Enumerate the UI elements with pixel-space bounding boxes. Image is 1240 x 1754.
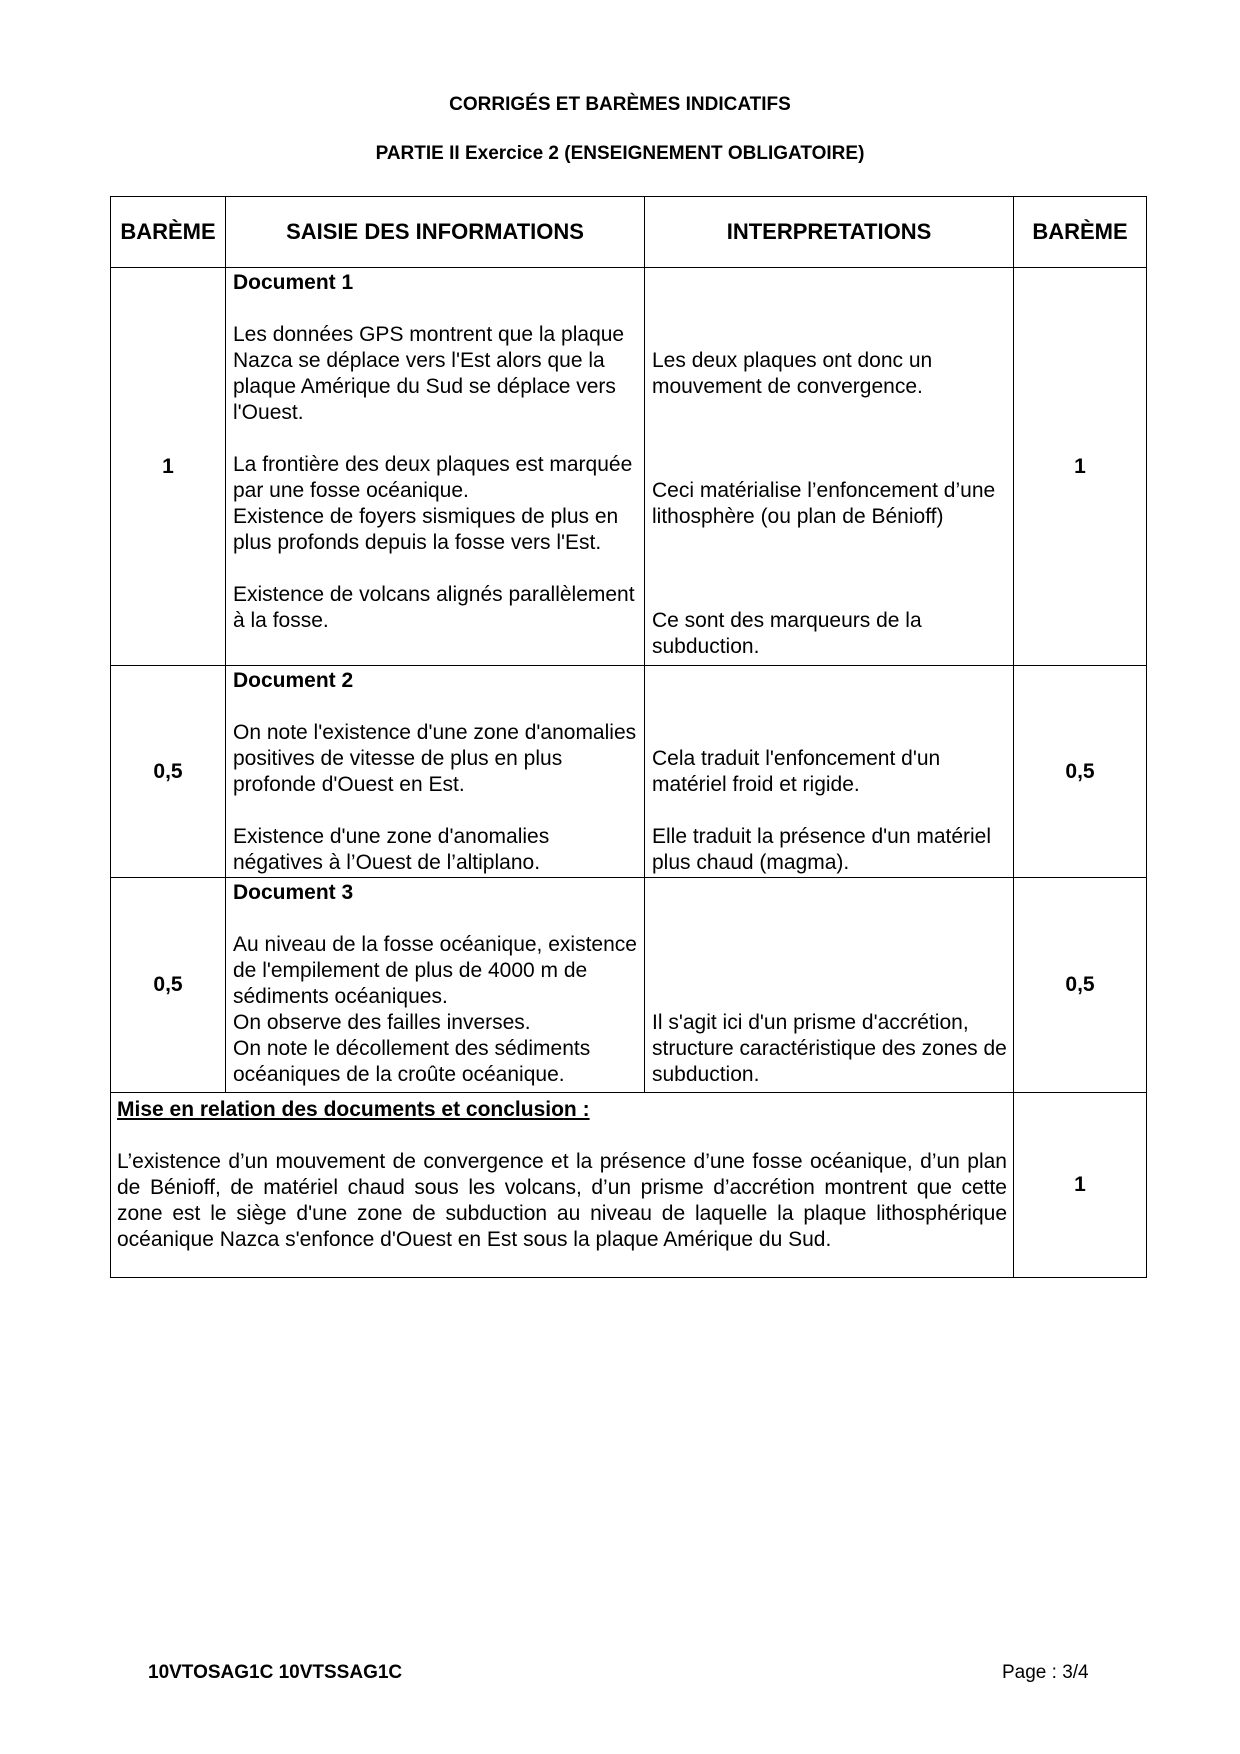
table-row-document-2 <box>111 666 1147 878</box>
score-left: 1 <box>111 268 226 666</box>
conclusion-score: 1 <box>1014 1093 1147 1278</box>
info-paragraph: Les données GPS montrent que la plaque Nazca se déplace vers l'Est alors que la plaque Amérique du Sud se déplace vers l'Ouest. <box>233 323 625 424</box>
document-subtitle: PARTIE II Exercice 2 (ENSEIGNEMENT OBLIGATOIRE) <box>375 143 865 164</box>
score-right: 0,5 <box>1014 666 1147 878</box>
conclusion-text: L’existence d’un mouvement de convergence et la présence d’une fosse océanique, d’un plan de Bénioff, de matériel chaud sous les volcans, d’un prisme d’accrétion montrent que cette zone est le siège d'une zone de subduction au niveau de laquelle la plaque lithosphérique océanique Nazca s'enfonce d'Ouest en Est sous la plaque Amérique du Sud. <box>117 1150 1007 1251</box>
interp-paragraph: Elle traduit la présence d'un matériel plus chaud (magma). <box>652 825 992 874</box>
table-row-conclusion <box>111 1093 1147 1278</box>
footer-page: Page : 3/4 <box>1002 1662 1089 1683</box>
interp-paragraph: Il s'agit ici d'un prisme d'accrétion, structure caractéristique des zones de subduction. <box>652 1011 1007 1086</box>
info-paragraph: On note l'existence d'une zone d'anomalies positives de vitesse de plus en plus profonde d'Ouest en Est. <box>233 721 637 796</box>
conclusion-title: Mise en relation des documents et conclusion : <box>117 1098 590 1121</box>
document-title: CORRIGÉS ET BARÈMES INDICATIFS <box>449 94 791 115</box>
doc-title: Document 3 <box>233 881 354 904</box>
info-cell <box>226 878 645 1093</box>
table-header-row <box>111 197 1147 268</box>
interp-cell <box>645 666 1014 878</box>
table-row-document-1 <box>111 268 1147 666</box>
header-saisie: SAISIE DES INFORMATIONS <box>226 197 645 268</box>
interp-paragraph: Ceci matérialise l’enfoncement d’une lithosphère (ou plan de Bénioff) <box>652 479 996 528</box>
interp-paragraph: Ce sont des marqueurs de la subduction. <box>652 609 922 658</box>
conclusion-cell <box>111 1093 1014 1278</box>
interp-cell <box>645 268 1014 666</box>
score-right: 0,5 <box>1014 878 1147 1093</box>
info-paragraph: Existence d'une zone d'anomalies négatives à l’Ouest de l’altiplano. <box>233 825 550 874</box>
header-bareme-right: BARÈME <box>1014 197 1147 268</box>
info-cell <box>226 268 645 666</box>
score-left: 0,5 <box>111 666 226 878</box>
grading-table <box>110 196 1147 1278</box>
score-right: 1 <box>1014 268 1147 666</box>
interp-cell <box>645 878 1014 1093</box>
info-paragraph: La frontière des deux plaques est marquée par une fosse océanique. <box>233 453 633 502</box>
table-row-document-3 <box>111 878 1147 1093</box>
doc-title: Document 2 <box>233 669 354 692</box>
info-cell <box>226 666 645 878</box>
info-paragraph: On observe des failles inverses. <box>233 1011 531 1034</box>
info-paragraph: Existence de volcans alignés parallèlement à la fosse. <box>233 583 635 632</box>
info-paragraph: Existence de foyers sismiques de plus en plus profonds depuis la fosse vers l'Est. <box>233 505 619 554</box>
info-paragraph: Au niveau de la fosse océanique, existence de l'empilement de plus de 4000 m de sédiments océaniques. <box>233 933 637 1008</box>
footer-code: 10VTOSAG1C 10VTSSAG1C <box>148 1662 403 1683</box>
doc-title: Document 1 <box>233 271 354 294</box>
interp-paragraph: Les deux plaques ont donc un mouvement de convergence. <box>652 349 933 398</box>
header-bareme-left: BARÈME <box>111 197 226 268</box>
interp-paragraph: Cela traduit l'enfoncement d'un matériel froid et rigide. <box>652 747 941 796</box>
score-left: 0,5 <box>111 878 226 1093</box>
header-interpretations: INTERPRETATIONS <box>645 197 1014 268</box>
info-paragraph: On note le décollement des sédiments océaniques de la croûte océanique. <box>233 1037 591 1086</box>
